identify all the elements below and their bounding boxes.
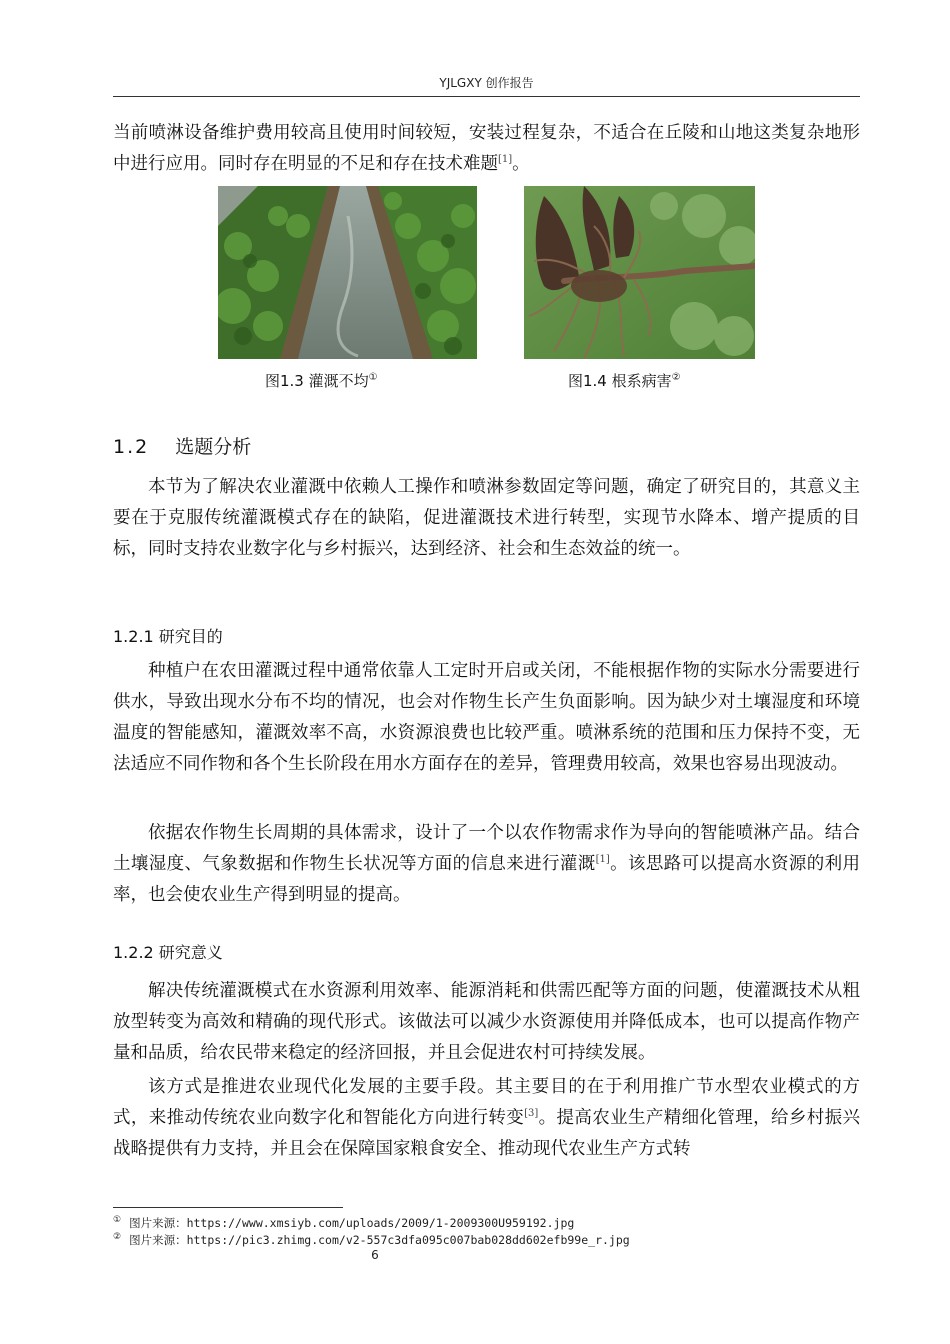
purpose-paragraph-1: 种植户在农田灌溉过程中通常依靠人工定时开启或关闭，不能根据作物的实际水分需要进行供水，导致出现水分布不均的情况，也会对作物生长产生负面影响。因为缺少对土壤湿度和环境温度的智能感知，灌溉效率不高，水资源浪费也比较严重。喷淋系统的范围和压力保持不变，无法适应不同作物和各个生长阶段在用水方面存在的差异，管理费用较高，效果也容易出现波动。 [113, 661, 860, 774]
figure-caption-1-3: 图1.3 灌溉不均① [265, 372, 378, 390]
significance-paragraph-2: 该方式是推进农业现代化发展的主要手段。其主要目的在于利用推广节水型农业模式的方式，来推动传统农业向数字化和智能化方向进行转变[3]。提高农业生产精细化管理，给乡村振兴战略提供有力支持，并且会在保障国家粮食安全、推动现代农业生产方式转 [113, 1077, 861, 1159]
section-heading [113, 432, 251, 459]
intro-paragraph [113, 118, 860, 180]
section-number: 1.2 [113, 436, 150, 458]
page-header: YJLGXY 创作报告 [439, 76, 534, 90]
intro-text: 当前喷淋设备维护费用较高且使用时间较短，安装过程复杂，不适合在丘陵和山地这类复杂地形中进行应用。同时存在明显的不足和存在技术难题 [113, 123, 860, 174]
footnote-1: ① 图片来源：https://www.xmsiyb.com/uploads/2009/1-2009300U959192.jpg [113, 1215, 575, 1230]
page-number: 6 [371, 1248, 379, 1262]
figure-irrigation-photo [218, 186, 477, 359]
footnote-rule [113, 1207, 343, 1208]
footnote-2: ② 图片来源：https://pic3.zhimg.com/v2-557c3dfa095c007bab028dd602efb99e_r.jpg [113, 1232, 630, 1247]
significance-paragraph-1: 解决传统灌溉模式在水资源利用效率、能源消耗和供需匹配等方面的问题，使灌溉技术从粗放型转变为高效和精确的现代形式。该做法可以减少水资源使用并降低成本，也可以提高作物产量和品质，给农民带来稳定的经济回报，并且会促进农村可持续发展。 [113, 981, 860, 1063]
header-rule [113, 96, 860, 97]
section-title: 选题分析 [175, 436, 252, 458]
subsection-heading-significance: 1.2.2 研究意义 [113, 943, 223, 962]
intro-end: 。 [512, 154, 530, 174]
citation-ref: [1] [498, 154, 513, 166]
figure-caption-1-4: 图1.4 根系病害② [568, 372, 681, 390]
section-intro-paragraph: 本节为了解决农业灌溉中依赖人工操作和喷淋参数固定等问题，确定了研究目的，其意义主要在于克服传统灌溉模式存在的缺陷，促进灌溉技术进行转型，实现节水降本、增产提质的目标，同时支持农业数字化与乡村振兴，达到经济、社会和生态效益的统一。 [113, 477, 860, 559]
citation-ref: [3] [524, 1108, 539, 1120]
subsection-heading-purpose: 1.2.1 研究目的 [113, 627, 223, 646]
purpose-paragraph-2: 依据农作物生长周期的具体需求，设计了一个以农作物需求作为导向的智能喷淋产品。结合土壤湿度、气象数据和作物生长状况等方面的信息来进行灌溉[1]。该思路可以提高水资源的利用率，也会使农业生产得到明显的提高。 [113, 823, 860, 905]
citation-ref: [1] [595, 854, 610, 866]
figure-root-disease-photo [524, 186, 755, 359]
